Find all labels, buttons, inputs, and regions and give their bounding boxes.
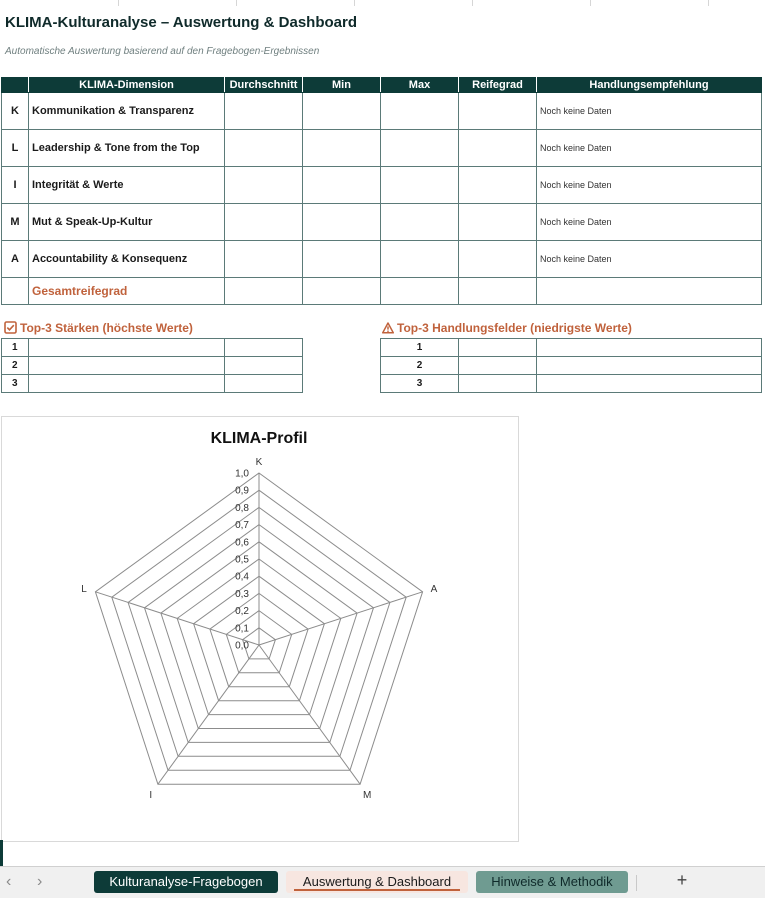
radar-tick-labels xyxy=(235,469,249,652)
radar-tick-label: 0,7 xyxy=(235,520,249,532)
dimension-name[interactable]: Accountability & Konsequenz xyxy=(29,241,225,278)
field-dimension-cell[interactable] xyxy=(459,357,537,375)
tab-hinweise-methodik[interactable]: Hinweise & Methodik xyxy=(476,871,628,893)
average-cell[interactable] xyxy=(225,93,303,130)
tab-kulturanalyse-fragebogen[interactable]: Kulturanalyse-Fragebogen xyxy=(94,871,278,893)
maturity-cell[interactable] xyxy=(459,167,537,204)
radar-chart-svg xyxy=(2,417,518,841)
average-cell[interactable] xyxy=(225,130,303,167)
min-cell[interactable] xyxy=(303,93,381,130)
strengths-table xyxy=(1,338,303,393)
sheet-gridlines xyxy=(0,0,765,8)
rank-cell[interactable]: 1 xyxy=(2,339,29,357)
maturity-cell[interactable] xyxy=(459,93,537,130)
min-cell[interactable] xyxy=(303,130,381,167)
strength-value-cell[interactable] xyxy=(225,339,303,357)
radar-axis-label: I xyxy=(149,789,153,801)
radar-chart[interactable] xyxy=(1,416,519,842)
add-sheet-icon[interactable]: + xyxy=(676,870,688,890)
rank-cell[interactable]: 3 xyxy=(2,375,29,393)
radar-tick-label: 0,2 xyxy=(235,606,249,618)
radar-tick-label: 0,6 xyxy=(235,537,249,549)
dimension-letter[interactable]: M xyxy=(2,204,29,241)
total-min-cell[interactable] xyxy=(303,278,381,305)
max-cell[interactable] xyxy=(381,93,459,130)
radar-tick-label: 1,0 xyxy=(235,468,249,480)
rank-cell[interactable]: 2 xyxy=(2,357,29,375)
header-letter[interactable] xyxy=(2,78,29,93)
fields-heading xyxy=(382,321,632,335)
max-cell[interactable] xyxy=(381,167,459,204)
strength-value-cell[interactable] xyxy=(225,375,303,393)
strength-dimension-cell[interactable] xyxy=(29,357,225,375)
fields-title: Top-3 Handlungsfelder (niedrigste Werte) xyxy=(397,321,632,335)
average-cell[interactable] xyxy=(225,241,303,278)
table-row xyxy=(2,93,762,130)
chevron-left-icon[interactable]: ‹ xyxy=(6,873,12,890)
field-dimension-cell[interactable] xyxy=(459,339,537,357)
maturity-cell[interactable] xyxy=(459,204,537,241)
max-cell[interactable] xyxy=(381,204,459,241)
min-cell[interactable] xyxy=(303,241,381,278)
list-item xyxy=(2,339,303,357)
radar-axis-label: L xyxy=(81,584,87,596)
list-item xyxy=(2,357,303,375)
radar-axis-label: M xyxy=(363,789,372,801)
tab-divider xyxy=(636,875,637,891)
table-row xyxy=(2,204,762,241)
radar-grid xyxy=(95,473,422,784)
dimension-table xyxy=(1,77,762,305)
recommendation-cell[interactable]: Noch keine Daten xyxy=(537,167,762,204)
table-header-row xyxy=(2,78,762,93)
chart-title: KLIMA-Profil xyxy=(210,430,308,447)
sheet-tab-bar xyxy=(0,866,765,898)
list-item xyxy=(381,339,762,357)
strengths-heading xyxy=(4,321,193,335)
min-cell[interactable] xyxy=(303,167,381,204)
radar-tick-label: 0,9 xyxy=(235,485,249,497)
average-cell[interactable] xyxy=(225,167,303,204)
max-cell[interactable] xyxy=(381,130,459,167)
total-letter-cell[interactable] xyxy=(2,278,29,305)
field-value-cell[interactable] xyxy=(537,339,762,357)
dimension-letter[interactable]: K xyxy=(2,93,29,130)
table-row xyxy=(2,130,762,167)
header-min[interactable]: Min xyxy=(303,78,381,93)
total-recommendation-cell[interactable] xyxy=(537,278,762,305)
radar-tick-label: 0,0 xyxy=(235,640,249,652)
radar-tick-label: 0,5 xyxy=(235,554,249,566)
header-max[interactable]: Max xyxy=(381,78,459,93)
dimension-name[interactable]: Integrität & Werte xyxy=(29,167,225,204)
page-title: KLIMA-Kulturanalyse – Auswertung & Dashboard xyxy=(5,14,357,31)
list-item xyxy=(2,375,303,393)
strength-value-cell[interactable] xyxy=(225,357,303,375)
maturity-cell[interactable] xyxy=(459,130,537,167)
total-maturity-cell[interactable] xyxy=(459,278,537,305)
dimension-name[interactable]: Kommunikation & Transparenz xyxy=(29,93,225,130)
warning-icon xyxy=(382,322,394,334)
fields-table xyxy=(380,338,762,393)
max-cell[interactable] xyxy=(381,241,459,278)
strength-dimension-cell[interactable] xyxy=(29,339,225,357)
average-cell[interactable] xyxy=(225,204,303,241)
dimension-letter[interactable]: I xyxy=(2,167,29,204)
field-value-cell[interactable] xyxy=(537,357,762,375)
recommendation-cell[interactable]: Noch keine Daten xyxy=(537,204,762,241)
strength-dimension-cell[interactable] xyxy=(29,375,225,393)
total-label[interactable]: Gesamtreifegrad xyxy=(29,278,225,305)
recommendation-cell[interactable]: Noch keine Daten xyxy=(537,241,762,278)
radar-axis-label: K xyxy=(255,457,263,468)
recommendation-cell[interactable]: Noch keine Daten xyxy=(537,130,762,167)
radar-tick-label: 0,3 xyxy=(235,588,249,600)
tab-label: Auswertung & Dashboard xyxy=(302,874,452,889)
strengths-title: Top-3 Stärken (höchste Werte) xyxy=(20,321,193,335)
dimension-name[interactable]: Leadership & Tone from the Top xyxy=(29,130,225,167)
rank-cell[interactable]: 2 xyxy=(381,357,459,375)
header-maturity[interactable]: Reifegrad xyxy=(459,78,537,93)
header-recommendation[interactable]: Handlungsempfehlung xyxy=(537,78,762,93)
header-dimension[interactable]: KLIMA-Dimension xyxy=(29,78,225,93)
header-average[interactable]: Durchschnitt xyxy=(225,78,303,93)
total-row xyxy=(2,278,762,305)
dimension-name[interactable]: Mut & Speak-Up-Kultur xyxy=(29,204,225,241)
list-item xyxy=(381,357,762,375)
sheet-edge xyxy=(0,840,3,866)
dimension-letter[interactable]: A xyxy=(2,241,29,278)
total-average-cell[interactable] xyxy=(225,278,303,305)
table-row xyxy=(2,167,762,204)
active-tab-indicator xyxy=(294,889,460,891)
rank-cell[interactable]: 3 xyxy=(381,375,459,393)
min-cell[interactable] xyxy=(303,204,381,241)
radar-axis-label: A xyxy=(430,584,438,596)
checkbox-icon xyxy=(4,321,17,334)
list-item xyxy=(381,375,762,393)
page-subtitle: Automatische Auswertung basierend auf den Fragebogen-Ergebnissen xyxy=(5,46,320,57)
recommendation-cell[interactable]: Noch keine Daten xyxy=(537,93,762,130)
chevron-right-icon[interactable]: › xyxy=(37,873,43,890)
maturity-cell[interactable] xyxy=(459,241,537,278)
tab-auswertung-dashboard[interactable] xyxy=(286,871,468,893)
dimension-letter[interactable]: L xyxy=(2,130,29,167)
rank-cell[interactable]: 1 xyxy=(381,339,459,357)
field-value-cell[interactable] xyxy=(537,375,762,393)
total-max-cell[interactable] xyxy=(381,278,459,305)
radar-spoke xyxy=(259,592,423,645)
radar-tick-label: 0,1 xyxy=(235,623,249,635)
table-row xyxy=(2,241,762,278)
field-dimension-cell[interactable] xyxy=(459,375,537,393)
radar-tick-label: 0,8 xyxy=(235,502,249,514)
radar-tick-label: 0,4 xyxy=(235,571,249,583)
